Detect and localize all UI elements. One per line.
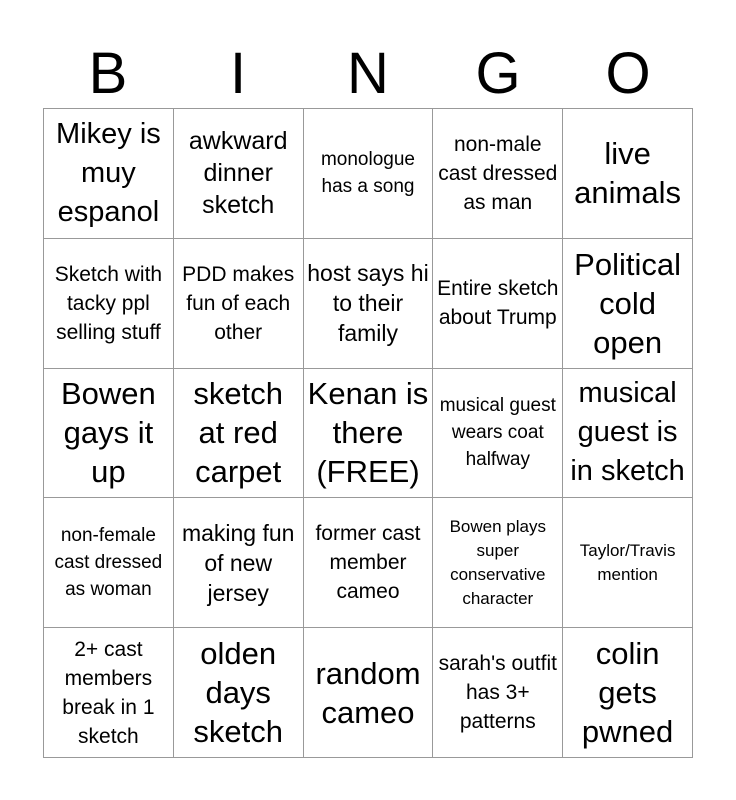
header-letter-n: N [347,41,389,106]
bingo-cell-r2c1[interactable] [44,239,174,369]
bingo-cell-text: colin gets pwned [581,636,674,750]
bingo-cell-text: sarah's outfit has 3+ patterns [438,652,557,734]
bingo-cell-r5c4[interactable] [433,628,563,758]
bingo-cell-text: sketch at red carpet [193,376,283,490]
bingo-cell-r1c3[interactable] [304,109,434,239]
header-letter-i: I [229,41,247,106]
bingo-cell-text: Mikey is muy espanol [56,117,161,228]
bingo-cell-text: Bowen plays super conservative character [449,516,546,608]
bingo-cell-r2c2[interactable] [174,239,304,369]
bingo-cell-r3c4[interactable] [433,369,563,499]
bingo-cell-r5c2[interactable] [174,628,304,758]
bingo-cell-text: 2+ cast members break in 1 sketch [62,637,155,748]
bingo-cell-text: host says hi to their family [307,260,429,347]
bingo-cell-text: non-male cast dressed as man [438,132,558,214]
bingo-cell-text: live animals [574,136,681,211]
bingo-cell-text: awkward dinner sketch [188,127,288,220]
bingo-cell-r4c1[interactable] [44,498,174,628]
bingo-cell-r1c1[interactable] [44,109,174,239]
bingo-cell-text: Sketch with tacky ppl selling stuff [54,262,163,344]
bingo-cell-text: PDD makes fun of each other [182,262,295,344]
bingo-cell-text: Political cold open [574,246,681,360]
bingo-cell-r3c3[interactable] [304,369,434,499]
bingo-cell-r3c2[interactable] [174,369,304,499]
header-letter-b: B [88,41,128,106]
bingo-cell-r2c5[interactable] [563,239,693,369]
bingo-board [43,108,693,758]
bingo-cell-r1c2[interactable] [174,109,304,239]
bingo-cell-r4c5[interactable] [563,498,693,628]
bingo-cell-text: monologue has a song [320,149,415,198]
bingo-cell-r5c3[interactable] [304,628,434,758]
bingo-cell-r2c4[interactable] [433,239,563,369]
bingo-cell-text: Taylor/Travis mention [579,540,676,584]
bingo-cell-r4c2[interactable] [174,498,304,628]
bingo-cell-r3c1[interactable] [44,369,174,499]
bingo-cell-r3c5[interactable] [563,369,693,499]
header-letter-o: O [605,41,651,106]
bingo-cell-text: random cameo [315,655,421,730]
bingo-cell-text: Kenan is there (FREE) [307,376,429,490]
bingo-cell-r5c5[interactable] [563,628,693,758]
bingo-header [43,40,693,108]
bingo-cell-r5c1[interactable] [44,628,174,758]
bingo-cell-text: non-female cast dressed as woman [54,525,163,601]
bingo-cell-r4c3[interactable] [304,498,434,628]
bingo-cell-text: Bowen gays it up [61,376,156,490]
bingo-cell-r1c4[interactable] [433,109,563,239]
bingo-cell-text: musical guest is in sketch [570,377,685,488]
bingo-cell-r4c4[interactable] [433,498,563,628]
bingo-cell-text: former cast member cameo [315,522,421,604]
bingo-cell-text: making fun of new jersey [181,519,295,606]
bingo-cell-r1c5[interactable] [563,109,693,239]
bingo-cell-text: musical guest wears coat halfway [439,395,556,471]
bingo-cell-r2c3[interactable] [304,239,434,369]
bingo-cell-text: Entire sketch about Trump [437,277,559,330]
bingo-cell-text: olden days sketch [193,636,283,750]
header-letter-g: G [475,41,521,106]
